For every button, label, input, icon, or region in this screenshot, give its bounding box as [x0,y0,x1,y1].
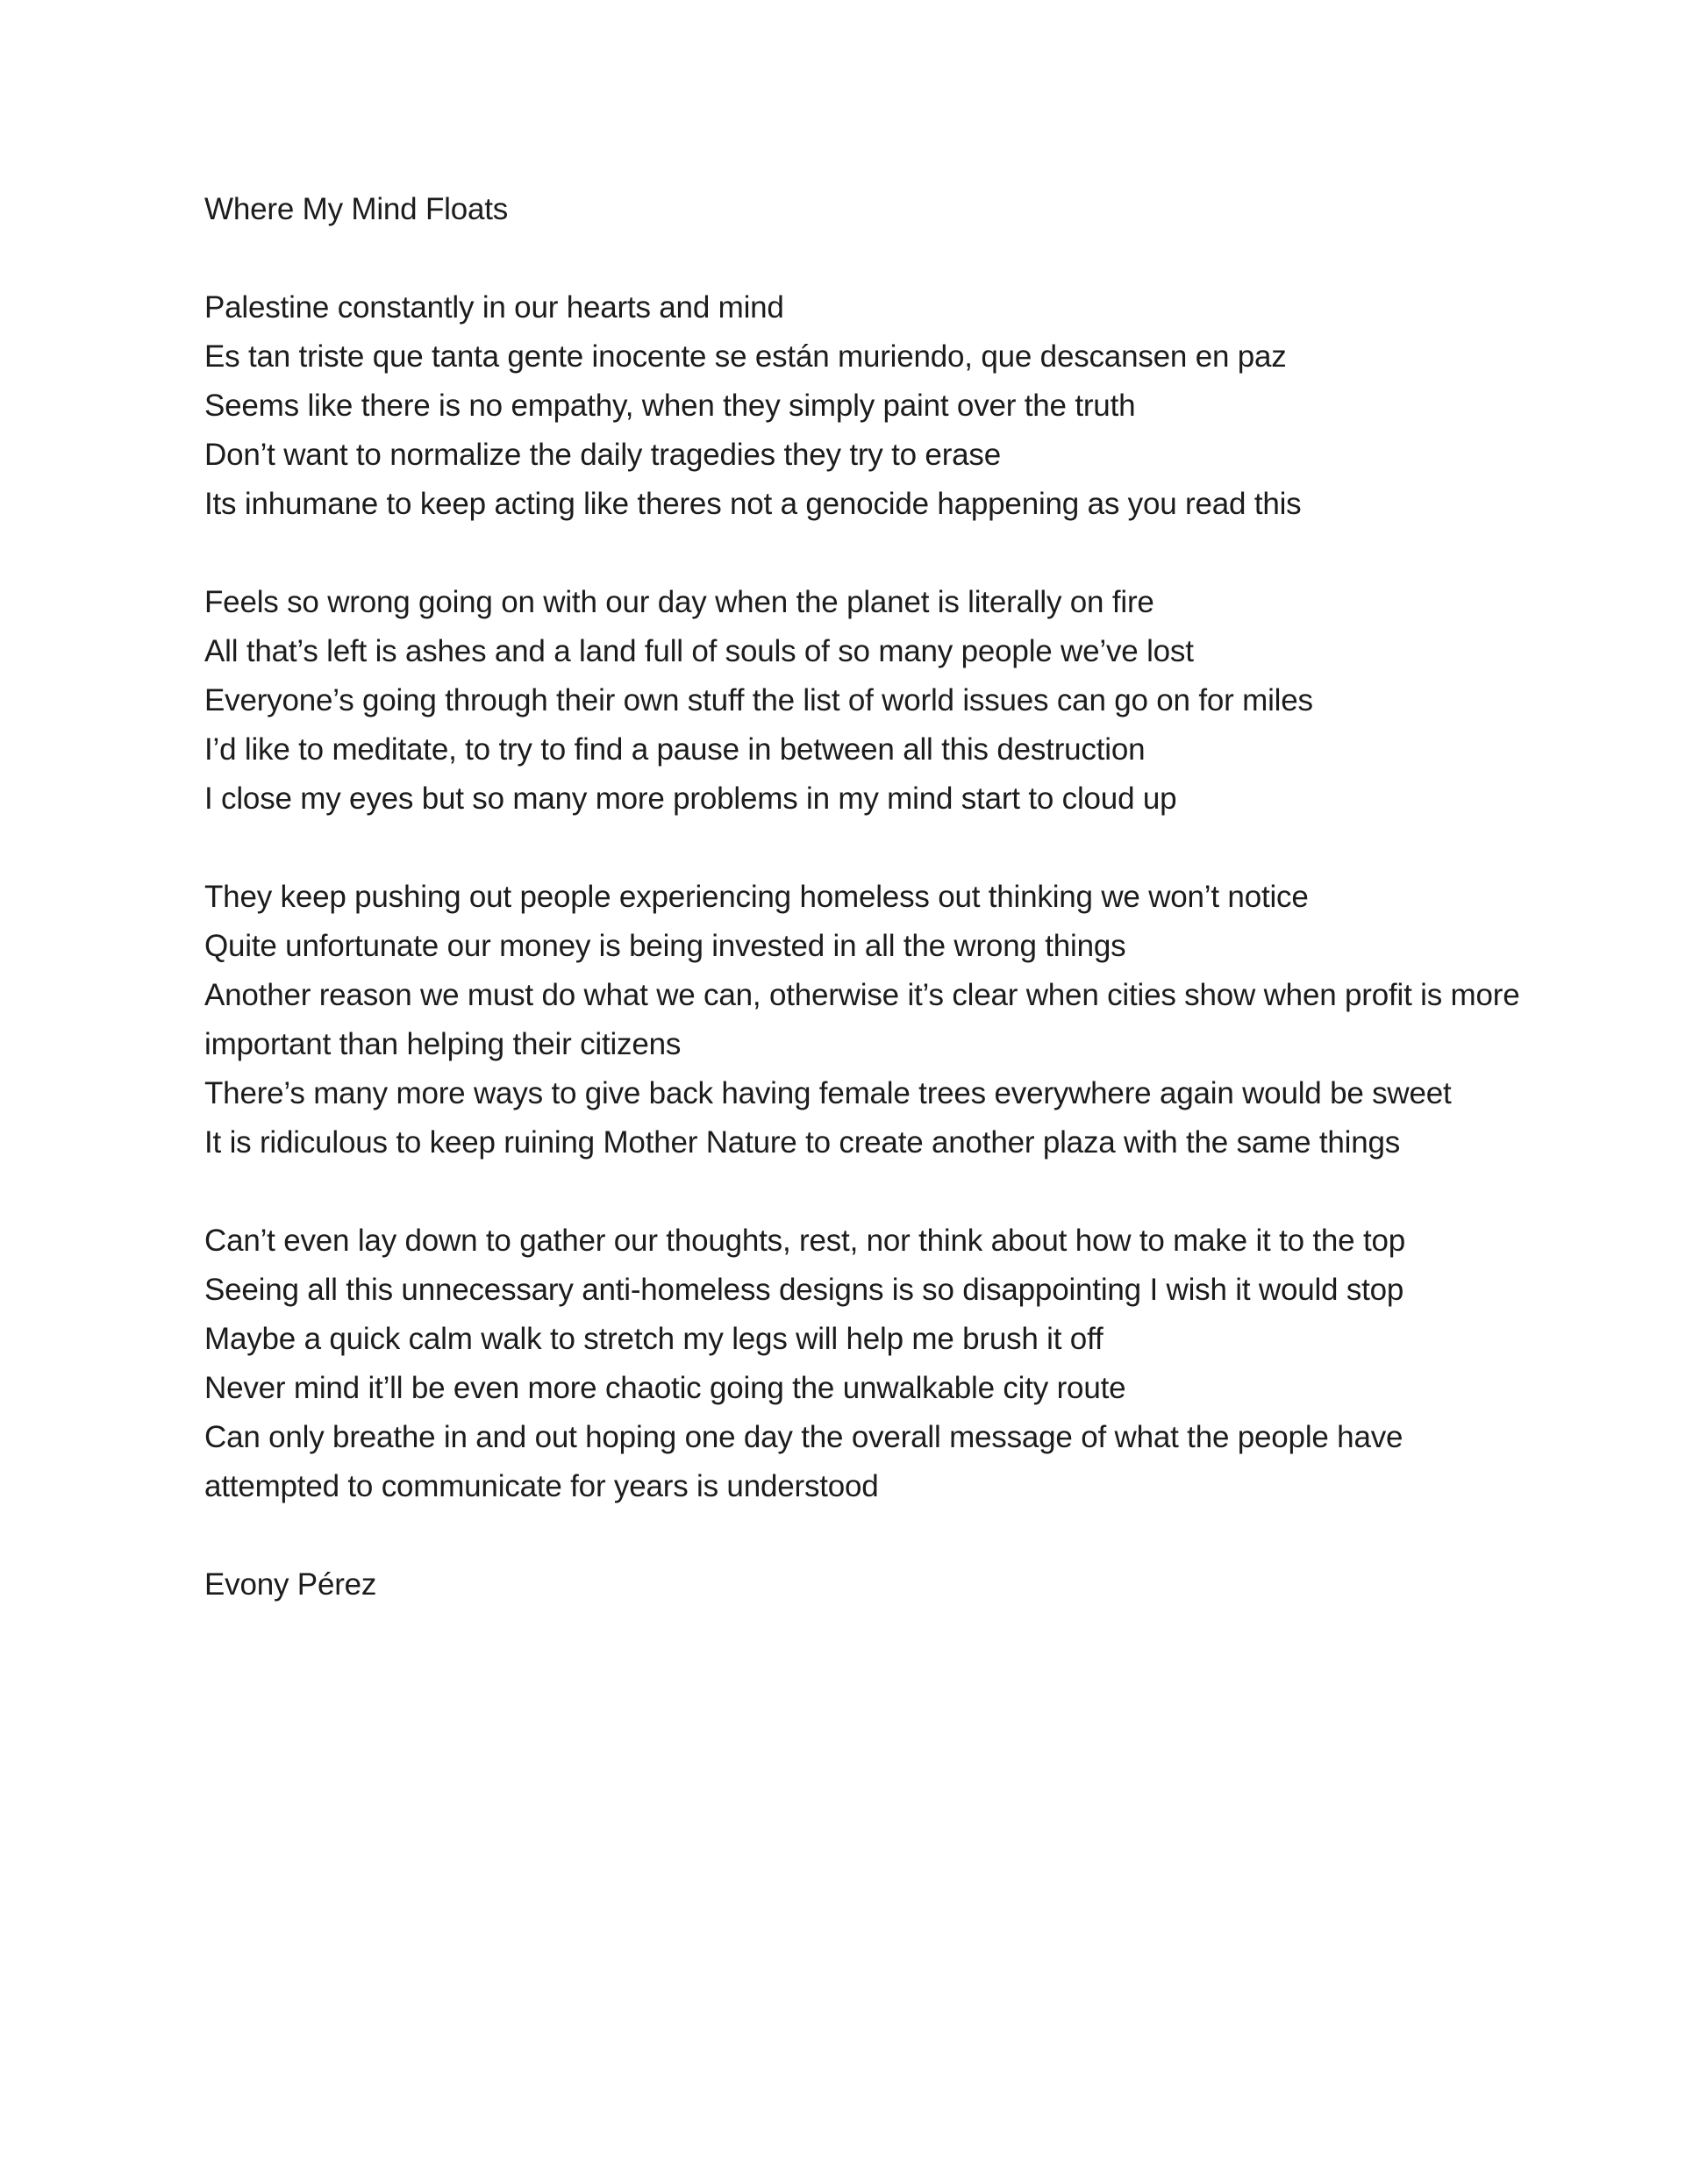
poem-line: Everyone’s going through their own stuff the list of world issues can go on for miles [204,683,1313,717]
poem-line: Seems like there is no empathy, when they simply paint over the truth [204,389,1136,423]
poem-body [204,185,1538,1609]
poem-line: All that’s left is ashes and a land full of souls of so many people we’ve lost [204,634,1194,668]
poem-line: Es tan triste que tanta gente inocente se están muriendo, que descansen en paz [204,339,1287,374]
stanza-4 [204,1217,1538,1511]
poem-line: I’d like to meditate, to try to find a pause in between all this destruction [204,732,1146,767]
poem-line: Quite unfortunate our money is being invested in all the wrong things [204,929,1126,963]
poem-line: Seeing all this unnecessary anti-homeless designs is so disappointing I wish it would stop [204,1273,1404,1307]
poem-line: Another reason we must do what we can, otherwise it’s clear when cities show when profit is more important than helping their citizens [204,978,1520,1061]
poem-line: Can’t even lay down to gather our thoughts, rest, nor think about how to make it to the top [204,1224,1406,1258]
poem-line: Never mind it’ll be even more chaotic going the unwalkable city route [204,1371,1126,1405]
stanza-3 [204,873,1538,1167]
poem-title: Where My Mind Floats [204,192,509,226]
poem-line: Can only breathe in and out hoping one day the overall message of what the people have attempted to communicate for years is understood [204,1420,1403,1503]
poem-line: It is ridiculous to keep ruining Mother Nature to create another plaza with the same things [204,1125,1401,1160]
poem-line: Don’t want to normalize the daily tragedies they try to erase [204,438,1001,472]
poem-line: Feels so wrong going on with our day when the planet is literally on fire [204,585,1154,619]
poem-line: Its inhumane to keep acting like theres not a genocide happening as you read this [204,487,1302,521]
poem-line: Palestine constantly in our hearts and mind [204,290,784,325]
stanza-2 [204,578,1538,824]
poem-line: There’s many more ways to give back having female trees everywhere again would be sweet [204,1076,1452,1110]
poem-line: I close my eyes but so many more problems in my mind start to cloud up [204,782,1177,816]
poem-line: Maybe a quick calm walk to stretch my legs will help me brush it off [204,1322,1103,1356]
poem-line: They keep pushing out people experiencing homeless out thinking we won’t notice [204,880,1309,914]
stanza-1 [204,283,1538,529]
poem-author: Evony Pérez [204,1567,377,1602]
